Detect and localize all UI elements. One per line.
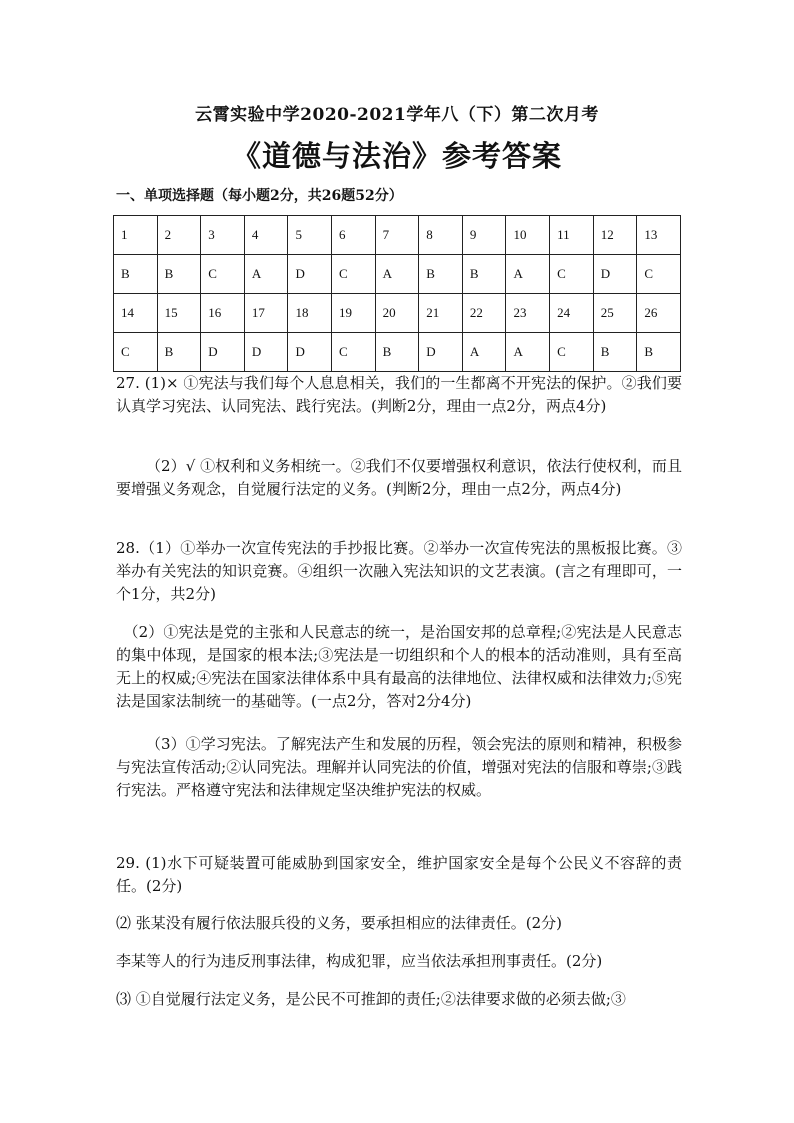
answer-letter-cell: C [332, 255, 376, 294]
answer-letter-cell: C [114, 333, 158, 372]
question-number-cell: 2 [157, 216, 201, 255]
question-number-cell: 22 [462, 294, 506, 333]
answer-letter-cell: A [506, 255, 550, 294]
answer-28-2: （2）①宪法是党的主张和人民意志的统一，是治国安邦的总章程;②宪法是人民意志的集中体现，是国家的根本法;③宪法是一切组织和个人的根本的活动准则，具有至高无上的权威;④宪法在国家法律体系中具有最高的法律地位、法律权威和法律效力;⑤宪法是国家法制统一的基础等。(一点2分，答对2分4分) [116, 623, 682, 710]
answer-29-1: 29. (1)水下可疑装置可能威胁到国家安全，维护国家安全是每个公民义不容辞的责任。(2分) [116, 854, 682, 895]
answer-29-2: ⑵ 张某没有履行依法服兵役的义务，要承担相应的法律责任。(2分) [116, 914, 563, 932]
question-number-cell: 20 [375, 294, 419, 333]
answer-letter-cell: A [462, 333, 506, 372]
table-row [114, 255, 681, 294]
question-number-cell: 5 [288, 216, 332, 255]
answer-letter-cell: B [157, 255, 201, 294]
answer-letter-cell: B [593, 333, 637, 372]
question-number-cell: 11 [550, 216, 594, 255]
answer-29-2b: 李某等人的行为违反刑事法律，构成犯罪，应当依法承担刑事责任。(2分) [116, 952, 603, 970]
question-number-cell: 7 [375, 216, 419, 255]
answer-letter-cell: B [637, 333, 681, 372]
table-row [114, 294, 681, 333]
question-number-cell: 13 [637, 216, 681, 255]
page-title: 《道德与法治》参考答案 [231, 139, 562, 173]
table-row [114, 333, 681, 372]
question-number-cell: 1 [114, 216, 158, 255]
question-number-cell: 23 [506, 294, 550, 333]
question-number-cell: 4 [244, 216, 288, 255]
answer-letter-cell: D [288, 333, 332, 372]
table-row [114, 216, 681, 255]
question-number-cell: 6 [332, 216, 376, 255]
answer-letter-cell: D [419, 333, 463, 372]
question-number-cell: 15 [157, 294, 201, 333]
question-number-cell: 18 [288, 294, 332, 333]
question-number-cell: 19 [332, 294, 376, 333]
answer-table [113, 215, 681, 372]
answer-letter-cell: D [593, 255, 637, 294]
answer-letter-cell: C [550, 333, 594, 372]
question-number-cell: 14 [114, 294, 158, 333]
answer-letter-cell: B [462, 255, 506, 294]
question-number-cell: 24 [550, 294, 594, 333]
answer-28-1: 28.（1）①举办一次宣传宪法的手抄报比赛。②举办一次宣传宪法的黑板报比赛。③举办有关宪法的知识竞赛。④组织一次融入宪法知识的文艺表演。(言之有理即可，一个1分，共2分) [116, 539, 682, 603]
answer-28-3: （3）①学习宪法。了解宪法产生和发展的历程，领会宪法的原则和精神，积极参与宪法宣传活动;②认同宪法。理解并认同宪法的价值，增强对宪法的信服和尊崇;③践行宪法。严格遵守宪法和法律规定坚决维护宪法的权威。 [116, 735, 682, 799]
question-number-cell: 17 [244, 294, 288, 333]
section-heading: 一、单项选择题（每小题2分，共26题52分） [116, 188, 403, 204]
question-number-cell: 9 [462, 216, 506, 255]
answer-letter-cell: B [157, 333, 201, 372]
answer-letter-cell: B [419, 255, 463, 294]
question-number-cell: 26 [637, 294, 681, 333]
question-number-cell: 8 [419, 216, 463, 255]
answer-letter-cell: C [637, 255, 681, 294]
answer-letter-cell: A [375, 255, 419, 294]
answer-letter-cell: B [114, 255, 158, 294]
question-number-cell: 3 [201, 216, 245, 255]
exam-subtitle: 云霄实验中学2020-2021学年八（下）第二次月考 [195, 105, 599, 125]
answer-letter-cell: D [201, 333, 245, 372]
answer-27-1: 27. (1)× ①宪法与我们每个人息息相关，我们的一生都离不开宪法的保护。②我们要认真学习宪法、认同宪法、践行宪法。(判断2分，理由一点2分，两点4分) [116, 374, 682, 415]
answer-letter-cell: B [375, 333, 419, 372]
answer-letter-cell: A [506, 333, 550, 372]
answer-27-2: （2）√ ①权利和义务相统一。②我们不仅要增强权利意识，依法行使权利，而且要增强义务观念，自觉履行法定的义务。(判断2分，理由一点2分，两点4分) [116, 457, 682, 498]
answer-letter-cell: A [244, 255, 288, 294]
question-number-cell: 25 [593, 294, 637, 333]
question-number-cell: 12 [593, 216, 637, 255]
answer-letter-cell: C [201, 255, 245, 294]
answer-letter-cell: C [332, 333, 376, 372]
question-number-cell: 10 [506, 216, 550, 255]
answer-letter-cell: D [244, 333, 288, 372]
answer-letter-cell: D [288, 255, 332, 294]
answer-29-3: ⑶ ①自觉履行法定义务，是公民不可推卸的责任;②法律要求做的必须去做;③ [116, 990, 626, 1008]
answer-letter-cell: C [550, 255, 594, 294]
question-number-cell: 21 [419, 294, 463, 333]
question-number-cell: 16 [201, 294, 245, 333]
